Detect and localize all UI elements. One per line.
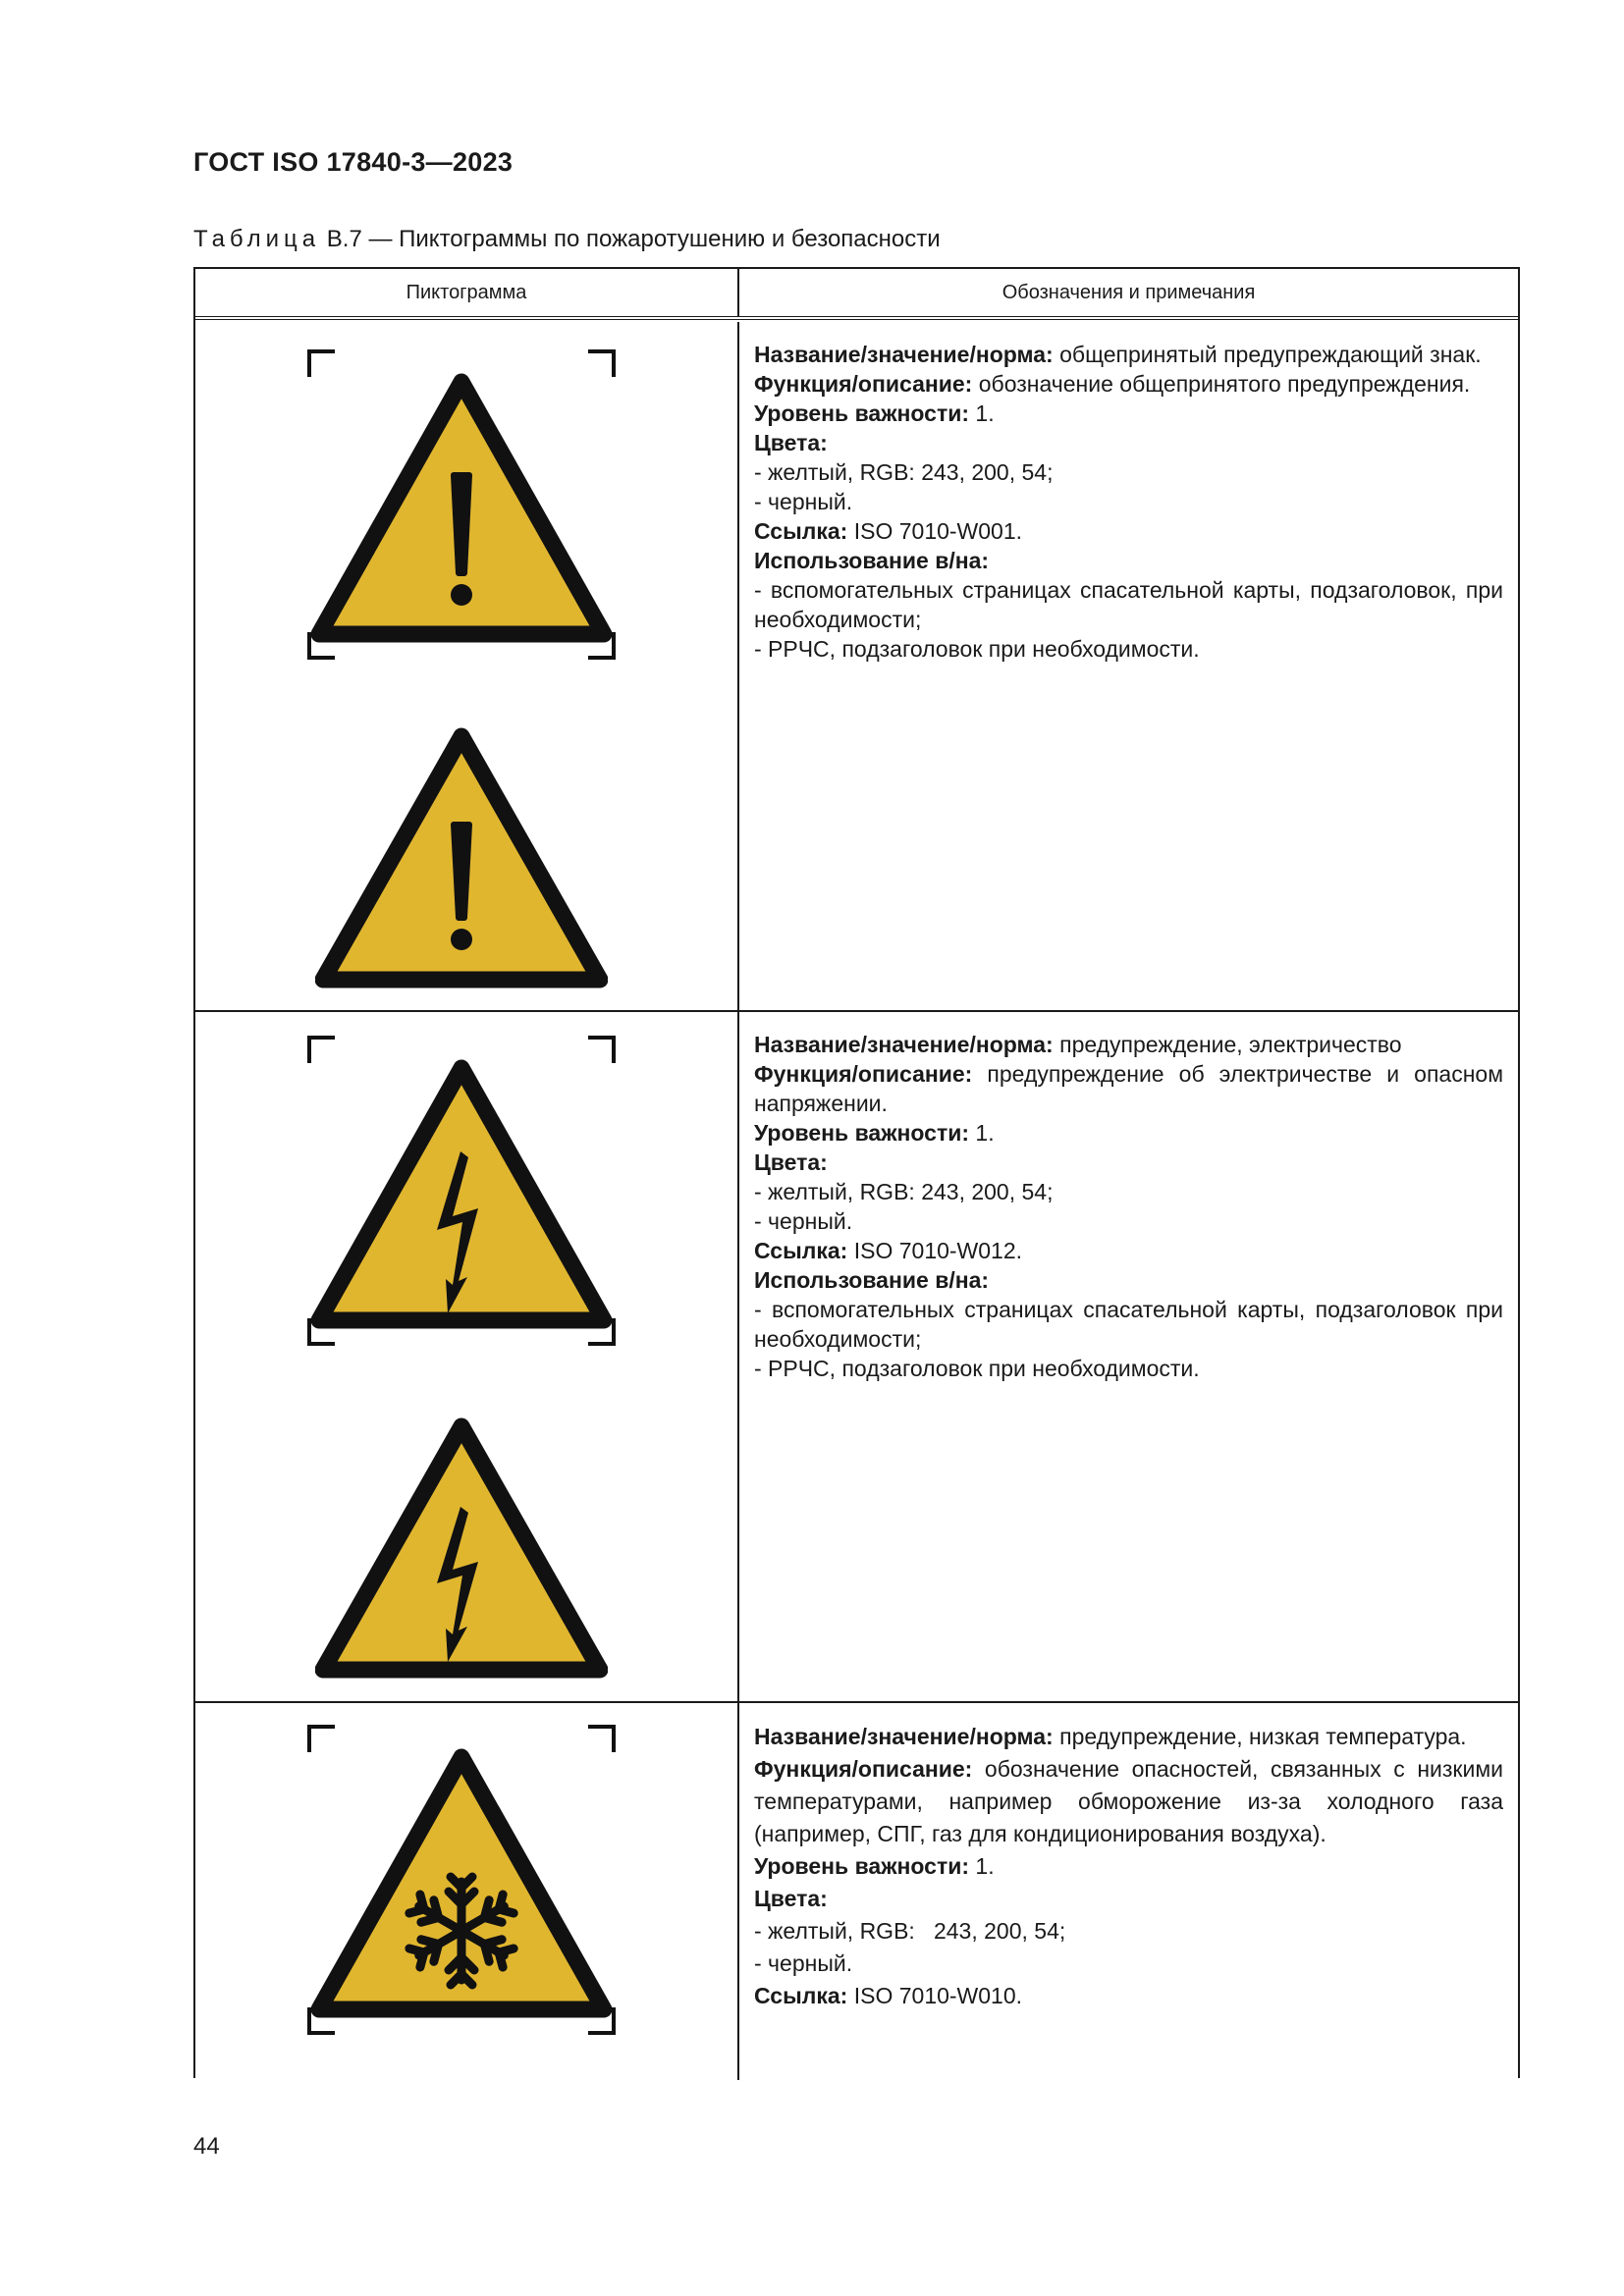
- page-number: 44: [193, 2133, 220, 2160]
- name-value: предупреждение, низкая температура.: [1059, 1724, 1467, 1749]
- general-warning-framed-icon: [305, 347, 618, 662]
- notes-cell: [739, 322, 1518, 1010]
- pictogram-cell: [195, 1703, 739, 2080]
- name-value: предупреждение, электричество: [1059, 1032, 1402, 1057]
- electricity-warning-framed-icon: [305, 1034, 618, 1348]
- usage-label: Использование в/на:: [754, 1267, 990, 1293]
- electricity-warning-icon: [315, 1416, 608, 1680]
- reference-label: Ссылка:: [754, 1238, 848, 1263]
- table-row: [195, 1012, 1518, 1703]
- color-yellow: - желтый, RGB: 243, 200, 54;: [754, 459, 1054, 485]
- colors-label: Цвета:: [754, 1886, 828, 1911]
- usage-item: - вспомогательных страницах спасательной карты, подзаголовок при необходимости;: [754, 1297, 1503, 1352]
- usage-item: - вспомогательных страницах спасательной карты, подзаголовок, при необходимости;: [754, 577, 1503, 632]
- table-row: [195, 1703, 1518, 2080]
- usage-item: - РРЧС, подзаголовок при необходимости.: [754, 1356, 1200, 1381]
- name-label: Название/значение/норма:: [754, 1032, 1054, 1057]
- name-label: Название/значение/норма:: [754, 1724, 1054, 1749]
- function-value: обозначение опасностей, связанных с низкими температурами, например обморожение из-за холодного газа (например, СПГ, газ для кондиционирования воздуха).: [754, 1756, 1503, 1846]
- color-yellow: - желтый, RGB: 243, 200, 54;: [754, 1179, 1054, 1204]
- function-label: Функция/описание:: [754, 1061, 973, 1087]
- table-caption-text: В.7 — Пиктограммы по пожаротушению и безопасности: [326, 226, 941, 252]
- color-yellow: - желтый, RGB: 243, 200, 54;: [754, 1918, 1066, 1944]
- table-row: [195, 322, 1518, 1012]
- importance-label: Уровень важности:: [754, 1120, 970, 1146]
- name-label: Название/значение/норма:: [754, 342, 1054, 367]
- name-value: общепринятый предупреждающий знак.: [1059, 342, 1482, 367]
- notes-cell: [739, 1012, 1518, 1701]
- column-header-notes: Обозначения и примечания: [1001, 281, 1256, 303]
- document-code: ГОСТ ISO 17840-3—2023: [193, 147, 514, 177]
- table-header: [195, 269, 1518, 320]
- usage-label: Использование в/на:: [754, 548, 990, 573]
- column-header-pictogram: Пиктограмма: [195, 269, 739, 316]
- importance-label: Уровень важности:: [754, 400, 970, 426]
- importance-value: 1.: [975, 1120, 995, 1146]
- pictogram-cell: [195, 322, 739, 1010]
- reference-value: ISO 7010-W012.: [853, 1238, 1023, 1263]
- importance-value: 1.: [975, 400, 995, 426]
- table-caption: [193, 226, 941, 253]
- reference-label: Ссылка:: [754, 518, 848, 544]
- usage-item: - РРЧС, подзаголовок при необходимости.: [754, 636, 1200, 662]
- reference-value: ISO 7010-W001.: [853, 518, 1023, 544]
- notes-cell: [739, 1703, 1518, 2080]
- colors-label: Цвета:: [754, 430, 828, 455]
- color-black: - черный.: [754, 1950, 853, 1976]
- table-caption-prefix: Таблица: [193, 226, 321, 252]
- colors-label: Цвета:: [754, 1149, 828, 1175]
- importance-value: 1.: [975, 1853, 995, 1879]
- importance-label: Уровень важности:: [754, 1853, 970, 1879]
- function-label: Функция/описание:: [754, 371, 973, 397]
- pictogram-table: [193, 267, 1520, 2078]
- pictogram-cell: [195, 1012, 739, 1701]
- function-value: предупреждение об электричестве и опасном напряжении.: [754, 1061, 1504, 1116]
- color-black: - черный.: [754, 1208, 853, 1234]
- function-label: Функция/описание:: [754, 1756, 973, 1782]
- reference-value: ISO 7010-W010.: [853, 1983, 1023, 2008]
- reference-label: Ссылка:: [754, 1983, 848, 2008]
- function-value: обозначение общепринятого предупреждения.: [978, 371, 1471, 397]
- general-warning-icon: [315, 726, 608, 989]
- color-black: - черный.: [754, 489, 853, 514]
- low-temperature-warning-icon: [305, 1723, 618, 2037]
